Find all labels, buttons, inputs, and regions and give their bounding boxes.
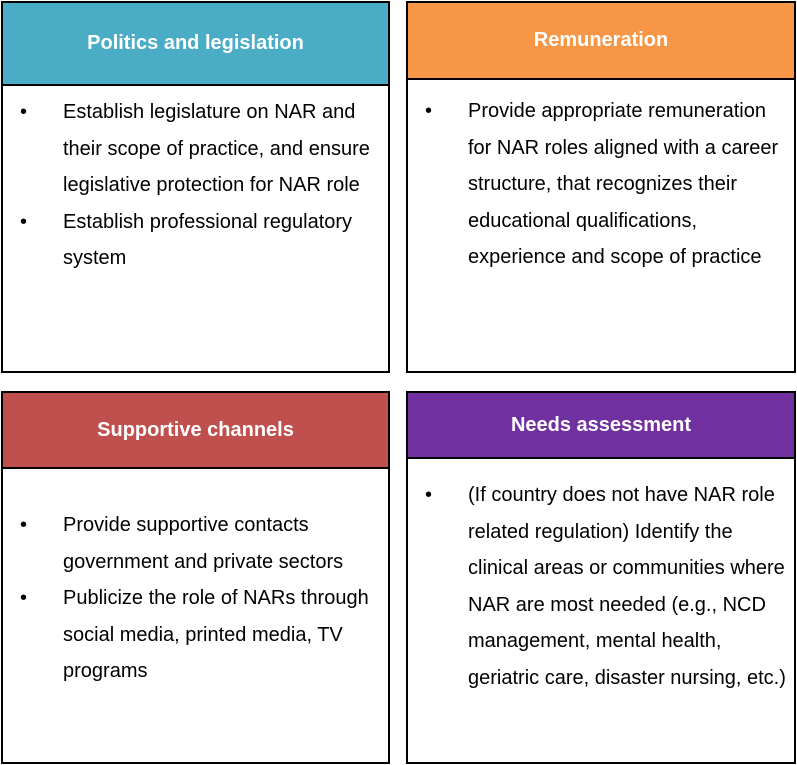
bullet-icon: • <box>20 101 28 123</box>
list-item: • Establish professional regulatory system <box>3 204 388 277</box>
list-item: • (If country does not have NAR role related regulation) Identify the clinical areas or communities where NAR are most needed (e.g., NCD management, mental health, geriatric care, disaster nursing, etc.) <box>408 477 794 697</box>
bullet-icon: • <box>20 587 28 610</box>
list-item: • Establish legislature on NAR and their scope of practice, and ensure legislative protection for NAR role <box>3 94 388 204</box>
politics-legislation-title: Politics and legislation <box>87 32 304 54</box>
list-item: • Provide appropriate remuneration for NAR roles aligned with a career structure, that recognizes their educational qualifications, experience and scope of practice <box>408 93 794 276</box>
bullet-icon: • <box>425 100 433 122</box>
supportive-channels-body <box>3 469 388 690</box>
list-item: • Provide supportive contacts government and private sectors <box>3 507 388 580</box>
supportive-channels-header <box>3 393 388 469</box>
remuneration-title: Remuneration <box>533 29 669 51</box>
bullet-icon: • <box>425 484 433 506</box>
needs-assessment-header <box>408 393 794 459</box>
remuneration-header <box>408 3 794 80</box>
list-item: • Publicize the role of NARs through social media, printed media, TV programs <box>3 580 388 690</box>
supportive-channels-title: Supportive channels <box>97 418 294 441</box>
bullet-icon: • <box>20 514 28 536</box>
politics-legislation-box <box>1 1 390 373</box>
supportive-channels-box <box>1 391 390 764</box>
bullet-icon: • <box>20 210 28 233</box>
remuneration-body <box>408 80 794 276</box>
needs-assessment-body <box>408 459 794 697</box>
needs-assessment-title: Needs assessment <box>510 413 692 436</box>
politics-legislation-body <box>3 86 388 277</box>
politics-legislation-header <box>3 3 388 86</box>
needs-assessment-box <box>406 391 796 764</box>
remuneration-box <box>406 1 796 373</box>
